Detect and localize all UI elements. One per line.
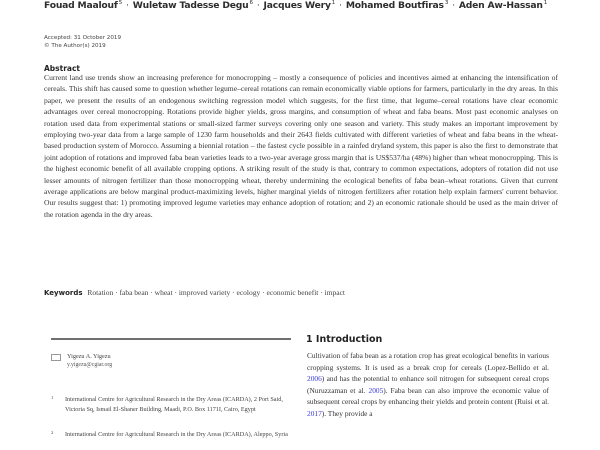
affiliation-number: 1: [51, 395, 54, 400]
accepted-date: Accepted: 31 October 2019: [44, 35, 122, 41]
copyright-notice: © The Author(s) 2019: [44, 43, 106, 49]
author-name: Wuletaw Tadesse Degu: [132, 0, 249, 11]
author-name: Aden Aw-Hassan: [458, 0, 543, 11]
author-separator: ·: [126, 0, 129, 11]
author-separator: ·: [452, 0, 455, 11]
section-heading-introduction: 1 Introduction: [306, 334, 383, 345]
author-separator: ·: [256, 0, 260, 11]
corresponding-author: [51, 352, 112, 370]
envelope-icon: [51, 354, 61, 361]
abstract-heading: Abstract: [44, 64, 81, 73]
author-separator: ·: [339, 0, 342, 11]
keywords-list: Rotation · faba bean · wheat · improved variety · ecology · economic benefit · impact: [87, 288, 346, 297]
citation-link[interactable]: 2017: [307, 408, 322, 418]
affiliation-number: 2: [51, 430, 54, 435]
author-affiliation-marker: 6: [249, 0, 253, 6]
publication-dates: [44, 34, 121, 50]
keywords: [44, 288, 564, 297]
author-name: Jacques Wery: [263, 0, 331, 11]
intro-text-segment: ) and has the potential to enhance soil nitrogen for subsequent cereal crops (Nuruzzaman et al.: [307, 374, 549, 395]
footnote-divider: [51, 338, 291, 340]
author-affiliation-marker: 5: [118, 0, 122, 6]
affiliation-text: International Centre for Agricultural Research in the Dry Areas (ICARDA), 2 Port Said, Victoria Sq, Ismail El-Shaner Building, Maadi, P.O. Box 1171I, Cairo, Egypt: [65, 396, 283, 413]
affiliation-1: [51, 395, 291, 414]
citation-link[interactable]: 2006: [307, 374, 322, 384]
intro-text-segment: Cultivation of faba bean as a rotation crop has great ecological benefits in various cropping systems. It is used as a break crop for cereals (Lopez-Bellido et al.: [307, 351, 549, 372]
intro-text-segment: ). They provide a: [321, 408, 373, 418]
abstract-text: Current land use trends show an increasing preference for monocropping – mostly a consequence of policies and incentives aimed at enhancing the intensification of cereals. This shift has caused some to question whether legume–cereal rotations can remain economically viable options for farmers, particularly in the dry areas. In this paper, we present the results of an endogenous switching regression model which suggests, for the first time, that legume–cereal rotations have clear economic advantages over cereal monocropping. Rotations provide higher yields, gross margins, and consumption of wheat and faba beans. Most past economic analyses on rotation used data from experimental stations or small-sized farmer surveys covering only one season and variety. This study makes an important improvement by employing two-year data from a large sample of 1230 farm households and their 2643 fields cultivated with different varieties of wheat and faba beans in the wheat-based production system of Morocco. Assuming a biennial rotation – the fastest cycle possible in a rainfed dryland system, this paper is also the first to demonstrate that joint adoption of rotations and improved faba bean varieties leads to a two-year average gross margin that is US$537/ha (48%) higher than wheat monocropping. This is the highest economic benefit of all available cropping options. A striking result of the study is that, contrary to common expectations, adopters of rotation did not use lesser amounts of nitrogen fertilizer than those monocropping wheat, thereby undermining the ecological benefits of faba bean–wheat rotations. Given that current average applications are below marginal product-maximizing levels, higher marginal yields of nitrogen fertilizers after rotation help explain farmers' current behavior. Our results suggest that: 1) promoting improved legume varieties may enhance adoption of rotation; and 2) an economic rationale should be used as the main driver of the rotation agenda in the dry areas.: [44, 73, 558, 219]
affiliation-2: [51, 430, 291, 440]
keywords-label: Keywords: [44, 289, 83, 297]
corresponding-author-email[interactable]: y.yigezu@cgiar.org: [67, 362, 113, 368]
author-affiliation-marker: 1: [331, 0, 336, 6]
author-name: Mohamed Boutfiras: [345, 0, 444, 11]
intro-text-segment: ). Faba bean can also improve the economic value of subsequent cereal crops by enhancing their yields and protein content (Ruisi et al.: [307, 385, 549, 407]
author-affiliation-marker: 3: [444, 0, 449, 6]
affiliation-text: International Centre for Agricultural Research in the Dry Areas (ICARDA), Aleppo, Syria: [65, 431, 288, 438]
introduction-text: [307, 350, 549, 420]
author-name: Fouad Maalouf: [44, 0, 118, 11]
author-list: [44, 0, 547, 11]
author-affiliation-marker: 1: [543, 0, 548, 6]
corresponding-author-name: Yigezu A. Yigezu: [67, 353, 111, 360]
citation-link[interactable]: 2005: [368, 385, 384, 395]
